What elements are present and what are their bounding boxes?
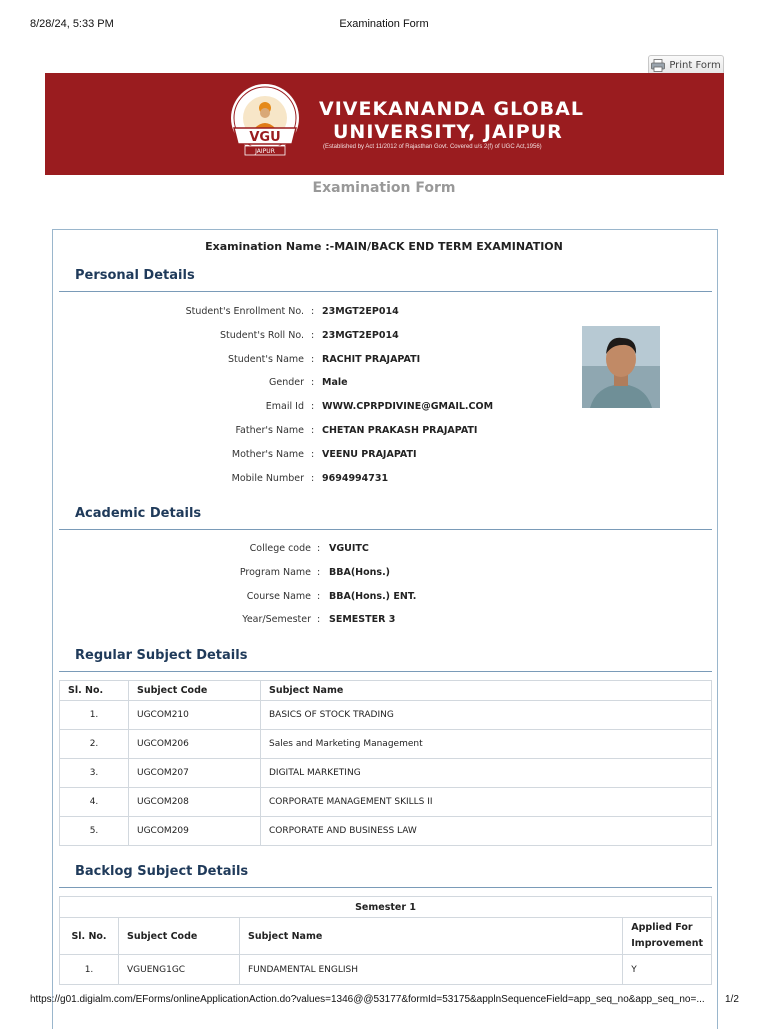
personal-field-separator: : bbox=[311, 448, 315, 460]
print-header bbox=[0, 18, 768, 34]
backlog-subjects-table bbox=[59, 896, 712, 985]
personal-field-separator: : bbox=[311, 472, 315, 484]
semester-header-row bbox=[60, 897, 712, 918]
personal-field-label: Mobile Number bbox=[231, 472, 304, 484]
academic-field-value: SEMESTER 3 bbox=[329, 614, 396, 626]
backlog-subject-details-title: Backlog Subject Details bbox=[75, 864, 249, 879]
academic-field-row bbox=[0, 543, 768, 557]
academic-details-title: Academic Details bbox=[75, 506, 202, 521]
personal-field-separator: : bbox=[311, 425, 315, 436]
table-cell: CORPORATE AND BUSINESS LAW bbox=[261, 817, 712, 846]
academic-field-label: College code bbox=[249, 543, 311, 554]
table-cell: 3. bbox=[60, 759, 129, 788]
personal-field-label: Student's Enrollment No. bbox=[185, 306, 304, 317]
print-footer bbox=[0, 994, 768, 1008]
table-cell: 2. bbox=[60, 730, 129, 759]
table-cell: UGCOM208 bbox=[129, 788, 261, 817]
personal-field-separator: : bbox=[311, 377, 315, 389]
student-photo bbox=[582, 326, 660, 408]
personal-field-separator: : bbox=[311, 306, 315, 317]
table-cell: CORPORATE MANAGEMENT SKILLS II bbox=[261, 788, 712, 817]
print-form-label: Print Form bbox=[669, 59, 721, 71]
personal-field-value: WWW.CPRPDIVINE@GMAIL.COM bbox=[322, 401, 494, 413]
logo-vgu-text: VGU bbox=[249, 130, 281, 145]
personal-field-label: Student's Roll No. bbox=[219, 329, 304, 341]
exam-name: Examination Name :-MAIN/BACK END TERM EXAMINATION bbox=[205, 240, 563, 253]
table-header-row bbox=[60, 918, 712, 955]
table-cell: UGCOM206 bbox=[129, 730, 261, 759]
col-header-subject-name: Subject Name bbox=[240, 918, 623, 955]
table-cell: UGCOM209 bbox=[129, 817, 261, 846]
col-header-subject-code: Subject Code bbox=[119, 918, 240, 955]
academic-field-label: Year/Semester bbox=[242, 614, 311, 626]
personal-field-value: Male bbox=[322, 377, 348, 389]
col-header-sl-no: Sl. No. bbox=[60, 918, 119, 955]
table-cell: BASICS OF STOCK TRADING bbox=[261, 701, 712, 730]
university-name-line2: UNIVERSITY, JAIPUR bbox=[333, 121, 563, 143]
print-page-title: Examination Form bbox=[339, 18, 429, 30]
section-divider bbox=[59, 887, 712, 888]
col-header-subject-name: Subject Name bbox=[261, 681, 712, 701]
printer-icon bbox=[651, 59, 665, 72]
table-cell: 5. bbox=[60, 817, 129, 846]
table-cell: Y bbox=[623, 955, 712, 985]
regular-subjects-table bbox=[59, 680, 712, 846]
academic-field-value: VGUITC bbox=[329, 543, 369, 554]
section-divider bbox=[59, 671, 712, 672]
personal-field-label: Mother's Name bbox=[231, 448, 304, 460]
table-row bbox=[60, 817, 712, 846]
col-header-subject-code: Subject Code bbox=[129, 681, 261, 701]
col-header-sl-no: Sl. No. bbox=[60, 681, 129, 701]
personal-field-value: CHETAN PRAKASH PRAJAPATI bbox=[322, 425, 478, 436]
form-heading: Examination Form bbox=[312, 180, 456, 196]
table-cell: Sales and Marketing Management bbox=[261, 730, 712, 759]
personal-field-separator: : bbox=[311, 329, 315, 341]
personal-field-label: Gender bbox=[268, 377, 304, 389]
academic-field-separator: : bbox=[317, 614, 321, 626]
personal-field-value: RACHIT PRAJAPATI bbox=[322, 353, 421, 365]
table-row bbox=[60, 955, 712, 985]
university-name-line1: VIVEKANANDA GLOBAL bbox=[319, 98, 584, 120]
personal-field-value: VEENU PRAJAPATI bbox=[322, 448, 417, 460]
table-cell: 4. bbox=[60, 788, 129, 817]
personal-field-row bbox=[0, 425, 768, 439]
section-divider bbox=[59, 529, 712, 530]
academic-field-separator: : bbox=[317, 566, 321, 578]
table-row bbox=[60, 701, 712, 730]
table-cell: 1. bbox=[60, 701, 129, 730]
page-url: https://g01.digialm.com/EForms/onlineApplicationAction.do?values=1346@@53177&formId=53175&applnSequenceField=app_seq_no&app_seq_no=... bbox=[30, 994, 705, 1005]
academic-field-separator: : bbox=[317, 590, 321, 602]
col-header-applied-for-improvement: Applied For Improvement bbox=[623, 918, 712, 955]
personal-field-row bbox=[0, 306, 768, 320]
establishment-note: (Established by Act 11/2012 of Rajasthan Govt. Covered u/s 2(f) of UGC Act,1956) bbox=[323, 144, 542, 150]
table-cell: FUNDAMENTAL ENGLISH bbox=[240, 955, 623, 985]
print-form-button[interactable] bbox=[648, 55, 724, 75]
personal-field-row bbox=[0, 449, 768, 463]
academic-field-separator: : bbox=[317, 543, 321, 554]
university-banner bbox=[45, 73, 724, 175]
academic-field-value: BBA(Hons.) ENT. bbox=[329, 590, 417, 602]
academic-field-row bbox=[0, 591, 768, 605]
personal-field-label: Student's Name bbox=[227, 353, 304, 365]
table-row bbox=[60, 730, 712, 759]
semester-label: Semester 1 bbox=[60, 897, 712, 918]
table-row bbox=[60, 788, 712, 817]
table-cell: VGUENG1GC bbox=[119, 955, 240, 985]
regular-subject-details-title: Regular Subject Details bbox=[75, 648, 248, 663]
academic-field-label: Program Name bbox=[239, 566, 311, 578]
academic-field-row bbox=[0, 567, 768, 581]
personal-details-title: Personal Details bbox=[75, 268, 195, 283]
personal-field-label: Email Id bbox=[265, 401, 304, 413]
table-cell: UGCOM210 bbox=[129, 701, 261, 730]
personal-field-label: Father's Name bbox=[235, 425, 304, 436]
personal-field-value: 9694994731 bbox=[322, 472, 389, 484]
academic-field-value: BBA(Hons.) bbox=[329, 566, 391, 578]
university-logo bbox=[220, 82, 310, 164]
table-cell: UGCOM207 bbox=[129, 759, 261, 788]
personal-field-separator: : bbox=[311, 401, 315, 413]
print-datetime: 8/28/24, 5:33 PM bbox=[30, 18, 114, 30]
logo-jaipur-text: JAIPUR bbox=[255, 148, 275, 156]
personal-field-separator: : bbox=[311, 353, 315, 365]
academic-field-label: Course Name bbox=[246, 590, 311, 602]
page-number: 1/2 bbox=[725, 994, 739, 1005]
table-cell: 1. bbox=[60, 955, 119, 985]
personal-field-row bbox=[0, 473, 768, 487]
table-row bbox=[60, 759, 712, 788]
table-header-row bbox=[60, 681, 712, 701]
table-cell: DIGITAL MARKETING bbox=[261, 759, 712, 788]
personal-field-value: 23MGT2EP014 bbox=[322, 306, 399, 317]
section-divider bbox=[59, 291, 712, 292]
academic-field-row bbox=[0, 614, 768, 628]
personal-field-value: 23MGT2EP014 bbox=[322, 329, 399, 341]
